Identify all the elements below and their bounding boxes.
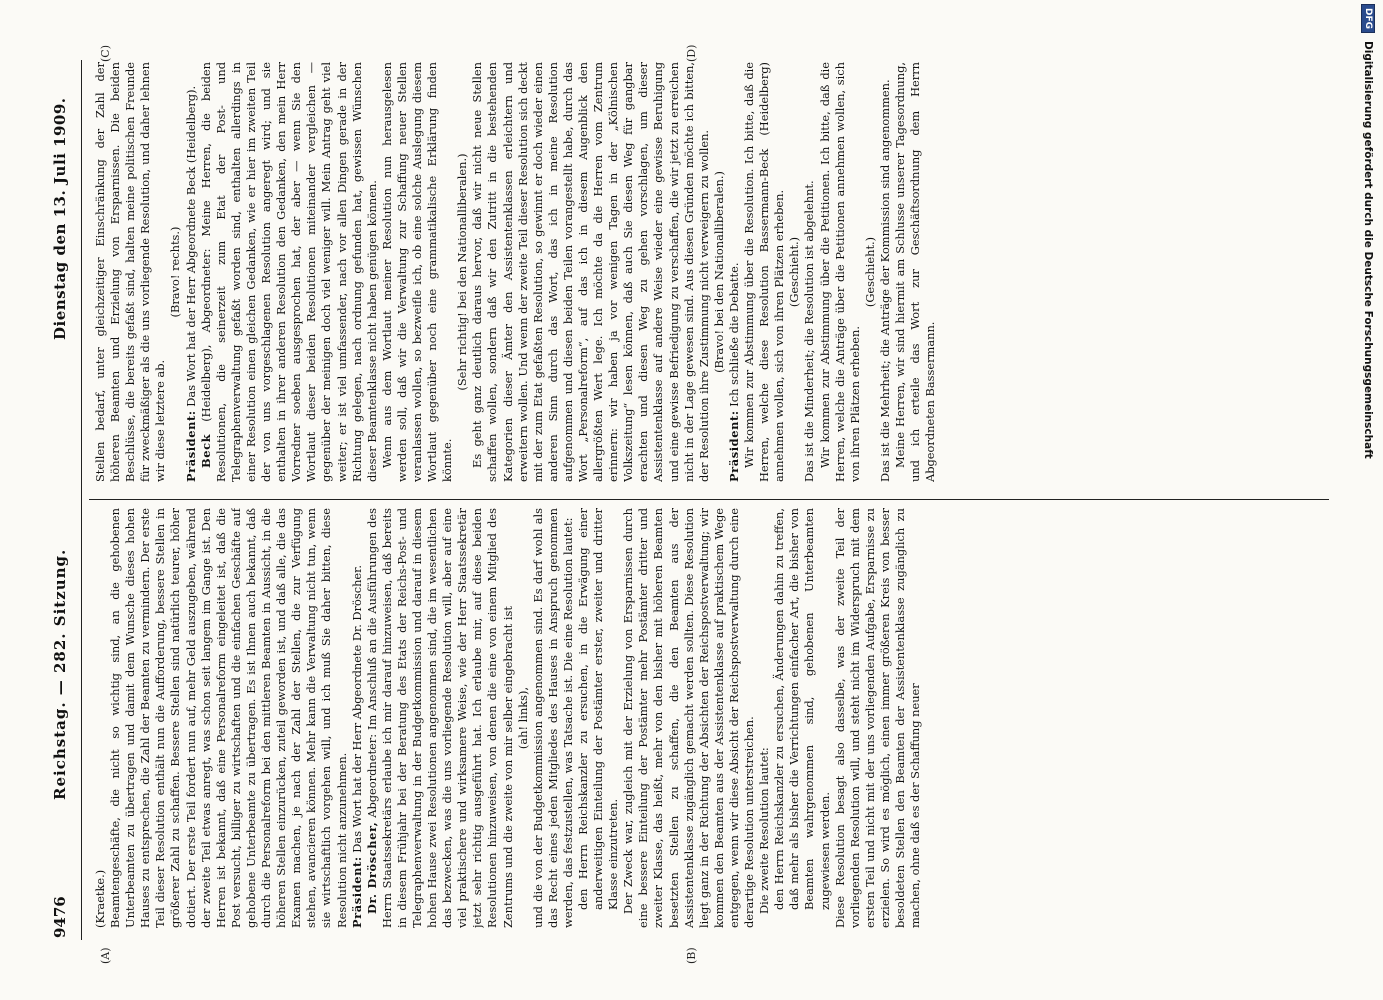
dfg-logo: DFG: [1361, 4, 1375, 33]
paragraph-text: Der Zweck war, zugleich mit der Erzielung von Ersparnissen durch eine bessere Einteilung der Postämter mehr Postämter dritter und zweiter Klasse, das heißt, mehr von den bisher mit höheren Beamten besetzten Stellen zu schaffen, die den Beamten aus der Assistentenklasse zugänglich gemacht werden sollten. Diese Resolution liegt ganz in der Richtung der Absichten der Reichspostverwaltung; wir kommen den Beamten aus der Assistentenklasse auf praktischem Wege entgegen, wenn wir diese Absicht der Reichspostverwaltung durch eine derartige Resolution unterstreichen.: [621, 508, 757, 928]
paragraph-text: (Heidelberg), Abgeordneter: Meine Herren, die beiden Resolutionen, die seinerzeit zum Etat der Post- und Telegraphenverwaltung gefaßt worden sind, enthalten allerdings in einer Resolution einen gleichen Gedanken, wie er hier im zweiten Teil der von uns vorgeschlagenen Resolution angeregt wird; und sie enthalten in ihrer anderen Resolution den Gedanken, den mein Herr Vorredner soeben ausgesprochen hat, der aber — wenn Sie den Wortlaut dieser beiden Resolutionen miteinander vergleichen — gegenüber der meinigen doch viel weniger will. Mein Antrag geht viel weiter; er ist viel umfassender, nach vor allen Dingen gerade in der Richtung gelegen, nach ordnung gefunden hat, gewissen Wünschen dieser Beamtenklasse nicht haben genügen können.: [198, 62, 379, 482]
digitization-stamp: [1356, 4, 1380, 764]
paragraph-text: (ah! links),: [515, 686, 530, 750]
interjection: [455, 62, 470, 482]
left-running-title: Reichstag. — 282. Sitzung.: [51, 548, 69, 800]
page-header: [45, 50, 85, 950]
paragraph: [184, 62, 199, 482]
column-divider: [89, 499, 1329, 500]
page-number: 9476: [51, 896, 69, 938]
paragraph: [772, 508, 832, 928]
paragraph-text: Wir kommen zur Abstimmung über die Resolution. Ich bitte, daß die Herren, welche diese Resolution Bassermann-Beck (Heidelberg) annehmen wollen, sich von ihren Plätzen erheben.: [742, 62, 787, 482]
paragraph: [576, 508, 621, 928]
paragraph-text: (Geschieht.): [787, 236, 802, 308]
speaker-name: Beck: [198, 433, 213, 468]
paragraph: [833, 508, 924, 928]
paragraph-text: (Sehr richtig! bei den Nationalliberalen.): [455, 153, 470, 391]
paragraph-text: Diese Resolution besagt also dasselbe, was der zweite Teil der vorliegenden Resolution will, und steht nicht im Widerspruch mit dem ersten Teil und nicht mit der uns vorliegenden Aufgabe, Ersparnisse zu erzielen. So wird es möglich, einen immer größeren Kreis von besser besoldeten Stellen den Beamten der Assistentenklasse zugänglich zu machen, ohne daß es der Schaffung neuer: [832, 508, 923, 928]
paragraph-text: (Geschieht.): [862, 236, 877, 308]
paragraph-text: Meine Herren, wir sind hiermit am Schlusse unserer Tagesordnung, und ich erteile das Wort zur Geschäftsordnung dem Herrn Abgeordneten Bassermann.: [892, 62, 938, 482]
paragraph: [802, 62, 817, 482]
paragraph-text: Ich schließe die Debatte.: [726, 262, 741, 411]
paragraph: [818, 62, 863, 482]
paragraph: [350, 508, 365, 928]
paragraph-text: den Herrn Reichskanzler zu ersuchen, Änderungen dahin zu treffen, daß mehr als bisher die Verrichtungen einfacher Art, die bisher von Beamten wahrgenommen sind, gehobenen Unterbeamten zugewiesen werden.: [772, 508, 832, 910]
paragraph-text: Das ist die Mehrheit; die Anträge der Kommission sind angenommen.: [877, 79, 892, 482]
right-running-title: Dienstag den 13. Juli 1909.: [51, 97, 69, 340]
paragraph-text: Das ist die Minderheit; die Resolution ist abgelehnt.: [802, 180, 817, 482]
paragraph: [93, 508, 108, 928]
paragraph: [531, 508, 576, 928]
interjection: [168, 62, 183, 482]
speaker-name: Präsident:: [183, 410, 198, 482]
paragraph-text: Es geht ganz deutlich daraus hervor, daß wir nicht neue Stellen schaffen wollen, sondern daß wir den Zutritt in die bestehenden Kategorien dieser Ämter den Assistentenklassen erleichtern und erweitern wollen. Und wenn der zweite Teil dieser Resolution sich deckt mit der zum Etat gefaßten Resolution, so gewinnt er doch wieder einen anderen Sinn durch das Wort, das ich in meine Resolution aufgenommen und diesen beiden Teilen vorangestellt habe, durch das Wort „Personalreform“, auf das ich in diesem Augenblick den allergrößten Wert lege. Ich möchte da die Herren vom Zentrum erinnern: wir haben ja vor wenigen Tagen in der „Kölnischen Volkszeitung“ lesen können, daß auch Sie diesen Weg für gangbar erachten und diesen Weg zu gehen vorschlagen, um dieser Assistentenklasse auf andere Weise wieder eine gewisse Beruhigung und eine gewisse Befriedigung zu verschaffen, die wir jetzt zu erreichen nicht in der Lage gewesen sind. Aus diesen Gründen möchte ich bitten, der Resolution ihre Zustimmung nicht verweigern zu wollen.: [470, 62, 711, 482]
paragraph: [380, 62, 455, 482]
paragraph-text: und die von der Budgetkommission angenommen sind. Es darf wohl als das Recht eines jeden Mitgliedes des Hauses in Anspruch genommen werden, das festzustellen, was Tatsache ist. Die eine Resolution lautet:: [530, 508, 575, 928]
paragraph: [727, 62, 742, 482]
paragraph-text: (Kraetke.): [93, 869, 107, 928]
interjection: [516, 508, 531, 928]
paragraph: [108, 508, 350, 928]
right-text-column: [93, 62, 1333, 482]
paragraph: [93, 62, 168, 482]
left-text-column: [93, 508, 1333, 928]
paragraph: [893, 62, 938, 482]
header-rule: [81, 60, 82, 940]
interjection: [712, 62, 727, 482]
interjection: [863, 62, 878, 482]
speaker-name: Präsident:: [349, 856, 364, 928]
interjection: [787, 62, 802, 482]
margin-mark-a: (A): [99, 947, 112, 964]
paragraph: [878, 62, 893, 482]
rotated-sheet: [45, 44, 1345, 964]
margin-mark-c: (C): [99, 45, 112, 62]
margin-mark-b: (B): [685, 947, 698, 964]
paragraph-text: Abgeordneter: Im Anschluß an die Ausführungen des Herrn Staatssekretärs erlaube ich mir darauf hinzuweisen, daß bereits in diesem Frühjahr bei der Beratung des Etats der Reichs-Post- und Telegraphenverwaltung in der Budgetkommission und darauf in diesem hohen Hause zwei Resolutionen angenommen sind, die im wesentlichen das bezwecken, was die uns vorliegende Resolution will, aber auf eine viel praktischere und wirksamere Weise, wie der Herr Staatssekretär jetzt sehr richtig ausgeführt hat. Ich erlaube mir, auf diese beiden Resolutionen hinzuweisen, von denen die eine von einem Mitglied des Zentrums und die zweite von mir selber eingebracht ist: [364, 508, 515, 928]
paragraph-text: Wir kommen zur Abstimmung über die Petitionen. Ich bitte, daß die Herren, welche die Anträge über die Petitionen annehmen wollen, sich von ihren Plätzen erheben.: [817, 62, 862, 482]
paragraph: [199, 62, 380, 482]
paragraph-text: den Herrn Reichskanzler zu ersuchen, in die Erwägung einer anderweitigen Einteilung der Postämter erster, zweiter und dritter Klasse einzutreten.: [576, 508, 621, 910]
paragraph-text: Stellen bedarf, unter gleichzeitiger Einschränkung der Zahl der höheren Beamten und Erzielung von Ersparnissen. Die beiden Beschlüsse, die bereits gefaßt sind, halten meine politischen Freunde für zweckmäßiger als die uns vorliegende Resolution, und daher lehnen wir diese letztere ab.: [93, 62, 168, 482]
paragraph-text: (Bravo! rechts.): [168, 226, 183, 318]
paragraph-text: Das Wort hat der Herr Abgeordnete Dr. Dröscher.: [349, 565, 364, 857]
margin-mark-d: (D): [685, 44, 698, 62]
paragraph: [621, 508, 757, 928]
paragraph-text: Das Wort hat der Herr Abgeordnete Beck (Heidelberg).: [183, 85, 198, 411]
paragraph: [365, 508, 516, 928]
paragraph-text: Die zweite Resolution lautet:: [757, 747, 772, 914]
paragraph-text: Beamtengeschäfte, die nicht so wichtig sind, an die gehobenen Unterbeamten zu übertragen und damit dem Wunsche dieses hohen Hauses zu entsprechen, die Zahl der Beamten zu vermindern. Der erste Teil dieser Resolution enthält nun die Aufforderung, bessere Stellen in größerer Zahl zu schaffen. Bessere Stellen sind natürlich teurer, höher dotiert. Der erste Teil fordert nun auf, mehr Geld auszugeben, während der zweite Teil etwas anregt, was schon seit langem im Gange ist. Den Herren ist bekannt, daß eine Personalreform eingeleitet ist, daß die Post versucht, billiger zu wirtschaften und die einfachen Geschäfte auf gehobene Unterbeamte zu übertragen. Es ist Ihnen auch bekannt, daß durch die Personalreform bei den mittleren Beamten in Aussicht, in die höheren Stellen einzurücken, zuteil geworden ist, und daß alle, die das Examen machen, je nach der Zahl der Stellen, die zur Verfügung stehen, avancieren können. Mehr kann die Verwaltung nicht tun, wenn sie wirtschaftlich vorgehen will, und ich muß Sie daher bitten, diese Resolution nicht anzunehmen.: [108, 508, 349, 928]
paragraph: [742, 62, 787, 482]
digitization-note: Digitalisierung gefördert durch die Deutsche Forschungsgemeinschaft: [1362, 41, 1374, 459]
paragraph: [470, 62, 712, 482]
paragraph-text: (Bravo! bei den Nationalliberalen.): [711, 171, 726, 373]
paragraph: [757, 508, 772, 928]
speaker-name: Präsident:: [726, 410, 741, 482]
paragraph-text: Wenn aus dem Wortlaut meiner Resolution nun herausgelesen werden soll, daß wir die Verwaltung zur Schaffung neuer Stellen veranlassen wollen, so bezweifle ich, ob eine solche Auslegung diesem Wortlaut gegenüber noch eine grammatikalische Erklärung finden könnte.: [379, 62, 455, 482]
speaker-name: Dr. Dröscher,: [364, 821, 379, 914]
